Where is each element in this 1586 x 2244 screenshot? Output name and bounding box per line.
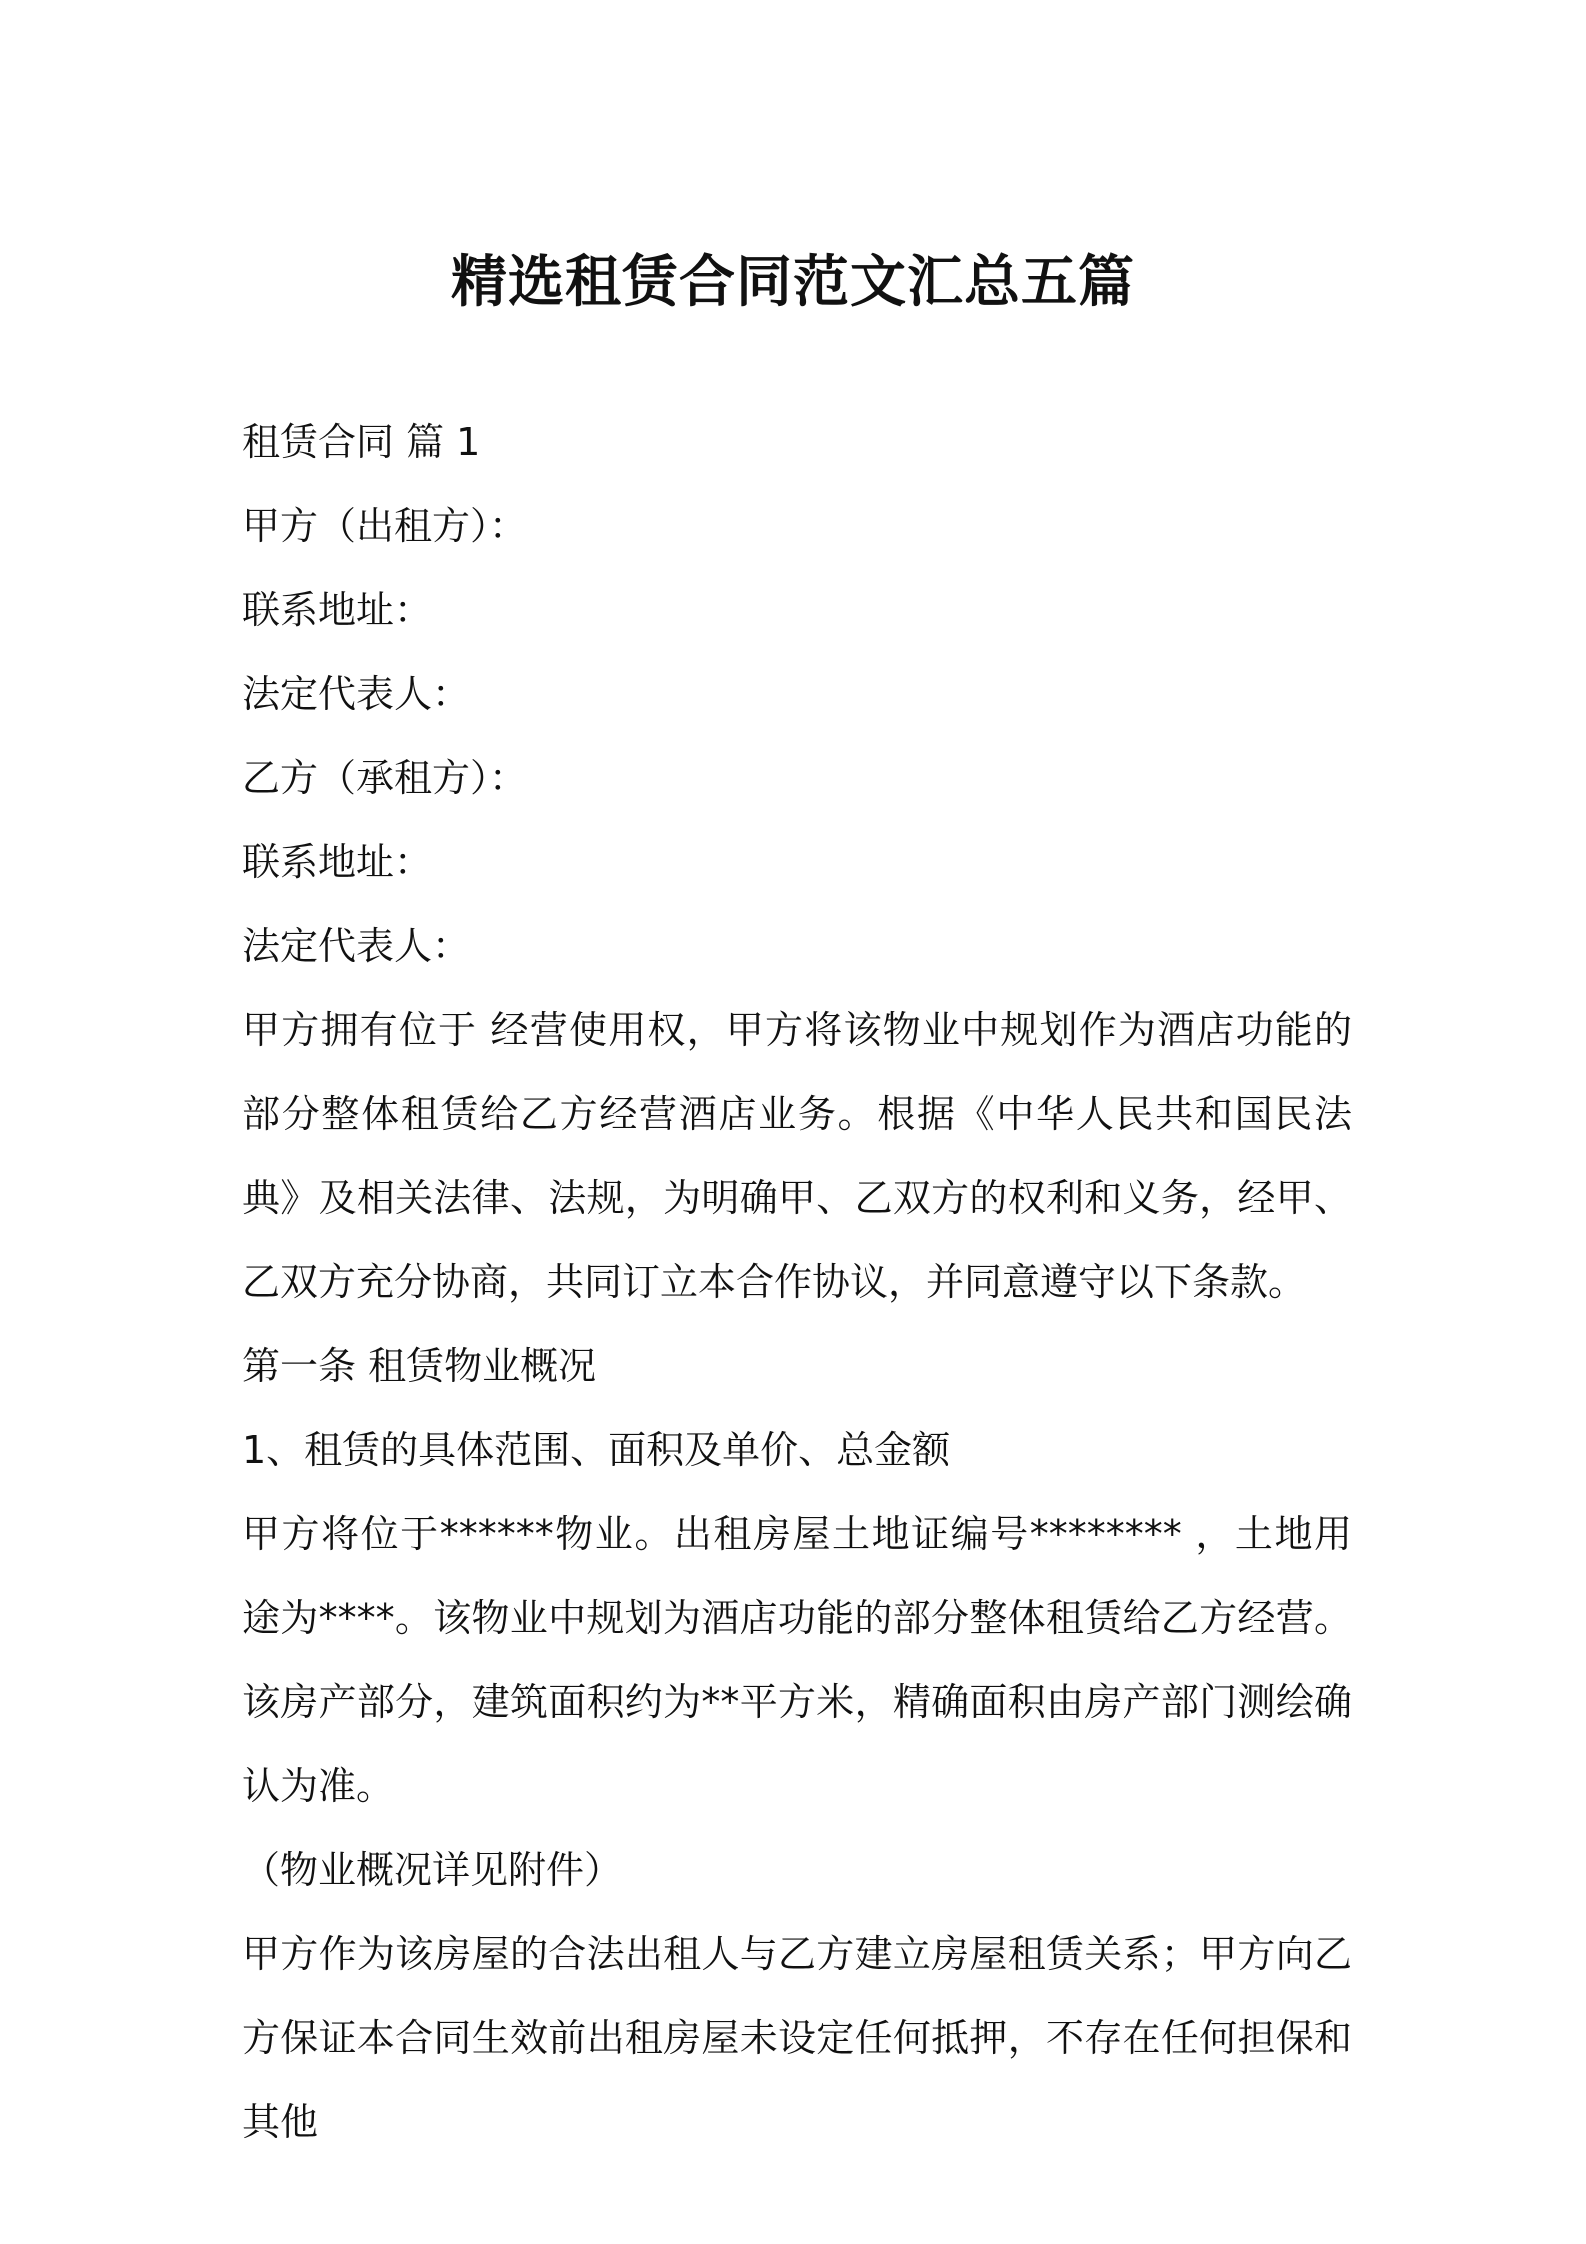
clause-1-heading: 1、租赁的具体范围、面积及单价、总金额 [242,1428,951,1472]
property-paragraph: 甲方将位于******物业。出租房屋土地证编号******** ，土地用途为****。该物业中规划为酒店功能的部分整体租赁给乙方经营。该房产部分，建筑面积约为**平方米，精确面积由房产部门测绘确认为准。 [242,1512,1352,1808]
contract-section-heading: 租赁合同 篇 1 [242,420,481,464]
attachment-note: （物业概况详见附件） [242,1848,623,1892]
intro-paragraph: 甲方拥有位于 经营使用权，甲方将该物业中规划作为酒店功能的部分整体租赁给乙方经营酒店业务。根据《中华人民共和国民法典》及相关法律、法规，为明确甲、乙双方的权利和义务，经甲、乙双方充分协商，共同订立本合作协议，并同意遵守以下条款。 [242,1008,1352,1304]
party-a-label: 甲方（出租方）： [242,504,528,548]
guarantee-paragraph: 甲方作为该房屋的合法出租人与乙方建立房屋租赁关系；甲方向乙方保证本合同生效前出租房屋未设定任何抵押，不存在任何担保和其他 [242,1932,1352,2144]
document-title: 精选租赁合同范文汇总五篇 [451,249,1135,315]
party-b-representative-label: 法定代表人： [242,924,471,968]
document-body [242,400,1352,2164]
party-b-address-label: 联系地址： [242,840,433,884]
party-b-label: 乙方（承租方）： [242,756,528,800]
article-1-heading: 第一条 租赁物业概况 [242,1344,597,1388]
party-a-address-label: 联系地址： [242,588,433,632]
party-a-representative-label: 法定代表人： [242,672,471,716]
